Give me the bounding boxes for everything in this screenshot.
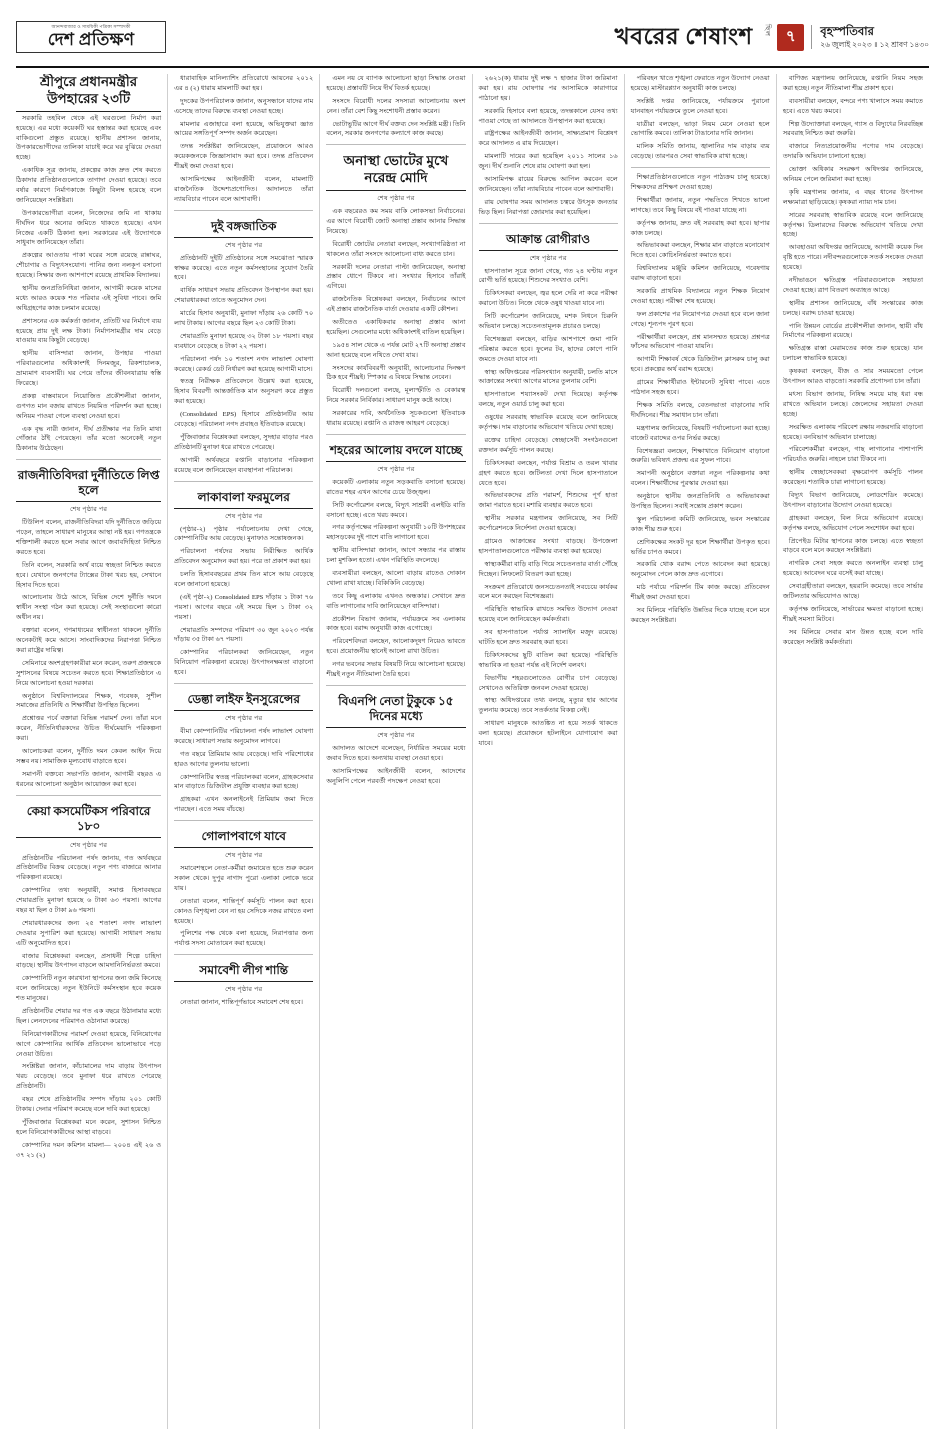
article-byline: শেষ পৃষ্ঠার পর xyxy=(69,841,108,849)
article-paragraph: স্বাস্থ্যকর্মীরা বাড়ি বাড়ি গিয়ে সচেতনতার বার্তা পৌঁছে দিচ্ছেন। লিফলেট বিতরণ করা হচ্ছে। xyxy=(478,560,618,578)
article-paragraph: ভোক্তা অধিকার সংরক্ষণ অধিদপ্তর জানিয়েছে, অনিয়ম পেলে জরিমানা করা হচ্ছে। xyxy=(782,166,923,184)
article-paragraph: মামলাটি দায়ের করা হয়েছিল ২০১১ সালের ১৬ জুন। দীর্ঘ শুনানি শেষে রায় ঘোষণা করা হল। xyxy=(478,153,618,171)
article-headline[interactable]: ডেল্তা লাইফ ইনসুরেন্সের xyxy=(174,692,313,711)
article-body xyxy=(631,74,770,162)
article-headline[interactable]: অনাস্থা ভোটের মুখে নরেন্দ্র মোদি xyxy=(326,153,465,191)
article-paragraph: অভিভাবকদের প্রতি পরামর্শ, শিশুদের পূর্ণ হাতা জামা পরাতে হবে। মশারি ব্যবহার করতে হবে। xyxy=(478,492,618,510)
article-paragraph: গ্রাহকরা বলছেন, বিল নিয়ে অভিযোগ রয়েছে। কর্তৃপক্ষ বলছে, অভিযোগ পেলে সংশোধন করা হবে। xyxy=(782,514,923,532)
article-paragraph: বিরোধী জোটের নেতারা বলছেন, সংখ্যাগরিষ্ঠতা না থাকলেও তাঁরা সংসদে আলোচনা বাধ্য করতে চান। xyxy=(326,240,466,258)
article-body xyxy=(174,998,313,1008)
article-divider xyxy=(326,685,465,686)
article-paragraph: মৎস্য বিভাগ জানায়, নিষিদ্ধ সময়ে মাছ ধরা বন্ধ রাখতে অভিযান চলছে। জেলেদের সহায়তা দেওয়া হচ্ছে। xyxy=(782,390,923,418)
article-paragraph: প্রতিষ্ঠানটি দুইটি প্রতিষ্ঠানের সঙ্গে সমঝোতা স্মারক স্বাক্ষর করেছে। এতে নতুন কর্মসংস্থানের সুযোগ তৈরি হবে। xyxy=(174,254,314,282)
article-byline: শেষ পৃষ্ঠার পর xyxy=(225,512,263,520)
article-paragraph: কোম্পানিটির স্বতন্ত্র পরিচালকরা বলেন, গ্রাহকসেবার মান বাড়াতে ডিজিটাল প্রযুক্তি ব্যবহার করা হচ্ছে। xyxy=(174,773,314,791)
article-divider xyxy=(16,459,161,460)
article-paragraph: নদীভাঙনে ক্ষতিগ্রস্ত পরিবারগুলোকে সহায়তা দেওয়া হচ্ছে। ত্রাণ বিতরণ অব্যাহত আছে। xyxy=(782,277,923,294)
article-paragraph: বক্তারা বলেন, গণমাধ্যমের স্বাধীনতা থাকলে দুর্নীতি অনেকটাই কমে আসে। সাংবাদিকদের নিরাপত্তা নিশ্চিত করা রাষ্ট্রের দায়িত্ব। xyxy=(16,627,162,654)
article-body xyxy=(326,207,465,429)
article-paragraph: নাগরিক সেবা সহজ করতে অনলাইন ব্যবস্থা চালু হয়েছে। আবেদন ঘরে বসেই করা যাচ্ছে। xyxy=(782,560,923,578)
article-paragraph: রক্তের চাহিদা বেড়েছে। স্বেচ্ছাসেবী সংগঠনগুলো রক্তদান কর্মসূচি পালন করছে। xyxy=(478,436,618,454)
article-paragraph: পরিচালনা পর্ষদ ১০ শতাংশ নগদ লাভাংশ ঘোষণা করেছে। রেকর্ড ডেট নির্ধারণ করা হয়েছে আগামী মাসে। xyxy=(174,355,314,373)
article-paragraph: গ্রাহকরা এখন অনলাইনেই প্রিমিয়াম জমা দিতে পারছেন। এতে সময় বাঁচছে। xyxy=(174,796,314,814)
article-paragraph: বিরোধী দলগুলো বলছে, মূল্যস্ফীতি ও বেকারত্ব নিয়ে সরকার নির্বিকার। সাধারণ মানুষ কষ্টে আছে। xyxy=(326,387,466,405)
article-paragraph: আবহাওয়া অধিদপ্তর জানিয়েছে, আগামী কয়েক দিন বৃষ্টি হতে পারে। নদীবন্দরগুলোকে সতর্ক সংকেত দেওয়া হয়েছে। xyxy=(782,244,923,272)
article-paragraph: ওষুধের সরবরাহ স্বাভাবিক রয়েছে বলে জানিয়েছে কর্তৃপক্ষ। দাম বাড়ানোর অভিযোগ খতিয়ে দেখা হচ্ছে। xyxy=(478,414,618,432)
article-paragraph: সমাপনী বক্তব্যে সভাপতি জানান, আগামী বছরও এ ধরনের আলোচনা অনুষ্ঠান আয়োজন করা হবে। xyxy=(16,770,162,788)
article-paragraph: ব্যবসায়ীরা বলছেন, আলো বাড়ায় রাতেও দোকান খোলা রাখা যাচ্ছে। বিকিকিনি বেড়েছে। xyxy=(326,570,466,587)
article-paragraph: নগর কর্তৃপক্ষের পরিকল্পনা অনুযায়ী ১০টি উপশহরের মহাসড়কের দুই পাশে বাতি লাগানো হবে। xyxy=(326,524,466,542)
article-byline: শেষ পৃষ্ঠার পর xyxy=(377,465,415,473)
article-divider xyxy=(631,167,770,168)
article-headline[interactable]: গোলাপবাগে যাবে xyxy=(174,829,313,848)
article-byline: শেষ পৃষ্ঠার পর xyxy=(225,986,263,994)
article-paragraph: স্বতন্ত্র নিরীক্ষক প্রতিবেদনে উল্লেখ করা হয়েছে, হিসাব বিবরণী আন্তর্জাতিক মান অনুসরণ করে প্রস্তুত করা হয়েছে। xyxy=(174,378,314,406)
article-paragraph: স্কুল পরিচালনা কমিটি জানিয়েছে, ভবন সংস্কারের কাজ শীঘ্র শুরু হবে। xyxy=(630,515,770,533)
article-divider xyxy=(174,210,313,211)
article-paragraph: চিকিৎসকরা বলছেন, পর্যাপ্ত বিশ্রাম ও তরল খাবার গ্রহণ করতে হবে। জটিলতা দেখা দিলে হাসপাতালে যেতে হবে। xyxy=(478,459,618,487)
article-paragraph: আগামী শিক্ষাবর্ষ থেকে ডিজিটাল ক্লাসরুম চালু করা হবে। প্রকল্পের অর্থ বরাদ্দ হয়েছে। xyxy=(630,356,770,374)
article-body xyxy=(479,74,618,218)
article-paragraph: সরকারি তহবিল থেকে এই ঘরগুলো নির্মাণ করা হয়েছে। এর মধ্যে কয়েকটি ঘর হস্তান্তর করা হয়েছে এবং বাকিগুলো প্রস্তুত রয়েছে। স্থানীয় প্রশাসন জানায়, উপকারভোগীদের তালিকা যাচাই করে ঘর বুঝিয়ে দেওয়া হচ্ছে। xyxy=(16,114,162,162)
page-label: ছিল xyxy=(763,23,772,36)
article-paragraph: আসামিপক্ষ রায়ের বিরুদ্ধে আপিল করবেন বলে জানিয়েছেন। তাঁরা ন্যায়বিচার পাবেন বলে আশাবাদী। xyxy=(478,176,618,193)
article-paragraph: সরকারি থোক বরাদ্দ পেতে আবেদন করা হয়েছে। অনুমোদন পেলে কাজ দ্রুত এগোবে। xyxy=(630,561,770,579)
article-divider xyxy=(16,795,161,796)
article-paragraph: প্রতিষ্ঠানটির শেয়ার দর গত এক বছরে উঠানামার মধ্যে ছিল। লেনদেনের পরিমাণও ওঠানামা করেছে। xyxy=(16,1007,162,1025)
article-body xyxy=(326,744,465,787)
article-columns xyxy=(16,74,929,1429)
article-paragraph: ভোটাভুটির আগে দীর্ঘ বক্তব্য দেন সংশ্লিষ্ট মন্ত্রী। তিনি বলেন, সরকার জনগণের কল্যাণে কাজ করছে। xyxy=(326,120,466,138)
article-headline[interactable]: সমাবেশী লীগ শান্তি xyxy=(174,963,313,982)
article-paragraph: শ্রেণিকক্ষের সংকট দূর হলে শিক্ষার্থীরা উপকৃত হবে। ভর্তির চাপও কমবে। xyxy=(630,538,770,556)
article-paragraph: শিল্প উদ্যোক্তারা বলছেন, গ্যাস ও বিদ্যুৎের নিরবচ্ছিন্ন সরবরাহ নিশ্চিত করা জরুরি। xyxy=(782,120,923,138)
article-paragraph: স্বাস্থ্য অধিদপ্তরের তথ্য বলছে, মৃত্যুর হার আগের তুলনায় কমেছে। তবে সতর্কতার বিকল্প নেই। xyxy=(478,697,618,715)
article-paragraph: বিভাগীয় শহরগুলোতেও রোগীর চাপ বেড়েছে। সেখানেও অতিরিক্ত জনবল দেওয়া হয়েছে। xyxy=(478,674,618,692)
column-2 xyxy=(168,74,320,1429)
article-byline: শেষ পৃষ্ঠার পর xyxy=(225,241,263,249)
article-headline[interactable]: লাকাবালা ফরমুলের xyxy=(174,490,313,509)
article-paragraph: প্রকৌশল বিভাগ জানায়, পর্যায়ক্রমে সব এলাকায় কাজ হবে। বরাদ্দ অনুযায়ী কাজ এগোচ্ছে। xyxy=(326,615,466,633)
article-body xyxy=(326,478,465,680)
article-body xyxy=(16,518,161,789)
article-paragraph: (পৃষ্ঠার-২) পৃষ্ঠার পর্যালোচনায় দেখা গেছে, কোম্পানিটির আয় বেড়েছে। মুনাফাও সন্তোষজনক। xyxy=(174,525,314,543)
article-paragraph: কর্তৃপক্ষ জানায়, দ্রুত বই সরবরাহ করা হবে। ছাপার কাজ চলছে। xyxy=(630,219,770,237)
article-headline[interactable]: আক্রান্ত রোগীরাও xyxy=(479,232,618,251)
article-paragraph: সারের সরবরাহ স্বাভাবিক রয়েছে বলে জানিয়েছে কর্তৃপক্ষ। ডিলারদের বিরুদ্ধে অভিযোগ খতিয়ে দেখা হচ্ছে। xyxy=(782,211,923,239)
article-paragraph: মন্ত্রণালয় জানিয়েছে, বিষয়টি পর্যালোচনা করা হচ্ছে। বাজেট বরাদ্দের ওপর নির্ভর করছে। xyxy=(630,424,770,442)
article-paragraph: একাধিক সূত্র জানায়, প্রকল্পের কাজ দ্রুত শেষ করতে ঠিকাদার প্রতিষ্ঠানগুলোকে তাগাদা দেওয়া হয়েছে। তবে বর্ষার কারণে নির্মাণকাজে কিছুটা বিলম্ব হয়েছে বলে জানিয়েছেন সংশ্লিষ্টরা। xyxy=(16,167,162,204)
article-paragraph: ২৬২১(ক) ধারায় দুই লক্ষ ৭ হাজার টাকা জরিমানা করা হয়। রায় ঘোষণার পর আসামিকে কারাগারে পাঠানো হয়। xyxy=(478,75,618,102)
article-body xyxy=(174,525,313,678)
article-headline[interactable]: কেয়া কসমেটিকস পরিবারে ১৮০ xyxy=(16,804,161,838)
article-paragraph: সংশ্লিষ্টরা জানান, কাঁচামালের দাম বাড়ায় উৎপাদন খরচ বেড়েছে। তবে মুনাফা ধরে রাখতে পেরেছে প্রতিষ্ঠানটি। xyxy=(16,1063,162,1091)
article-paragraph: কোম্পানিটি নতুন কারখানা স্থাপনের জন্য জমি কিনেছে বলে জানিয়েছে। নতুন ইউনিটে কর্মসংস্থান হবে কয়েক শত মানুষের। xyxy=(16,975,162,1003)
masthead-right xyxy=(763,24,929,51)
article-paragraph: সংসদের কার্যবিবরণী অনুযায়ী, আলোচনার দিনক্ষণ ঠিক হবে শীঘ্রই। স্পিকার এ বিষয়ে সিদ্ধান্ত নেবেন। xyxy=(326,364,466,382)
article-paragraph: শেয়ারপ্রতি মুনাফা হয়েছে ৩২ টাকা ১৮ পয়সা। বছর ব্যবধানে বেড়েছে ৪ টাকা ২২ পয়সা। xyxy=(174,332,314,350)
article-paragraph: বিনিয়োগকারীদের পরামর্শ দেওয়া হয়েছে, বিনিয়োগের আগে কোম্পানির আর্থিক প্রতিবেদন ভালোভাবে পড়ে নেওয়া উচিত। xyxy=(16,1030,162,1058)
article-paragraph: এমন নয় যে ব্যাপক আলোচনা ছাড়া সিদ্ধান্ত নেওয়া হয়েছে। প্রস্তাবটি নিয়ে দীর্ঘ বিতর্ক হয়েছে। xyxy=(326,75,466,92)
article-byline: শেষ পৃষ্ঠার পর xyxy=(377,195,415,203)
article-paragraph: হাসপাতালে শয্যাসংকট দেখা দিয়েছে। কর্তৃপক্ষ বলছে, নতুন ওয়ার্ড চালু করা হবে। xyxy=(478,391,618,409)
article-paragraph: ফল প্রকাশের পর নিয়োগপত্র দেওয়া হবে বলে জানা গেছে। শূন্যপদ পূরণ হবে। xyxy=(630,310,770,328)
article-body xyxy=(174,74,313,205)
article-paragraph: রায় ঘোষণার সময় আদালত চত্বরে উৎসুক জনতার ভিড় ছিল। নিরাপত্তা জোরদার করা হয়েছিল। xyxy=(478,198,618,216)
article-paragraph: পরীক্ষার্থীরা বলছেন, প্রশ্ন মানসম্মত হয়েছে। প্রশ্নপত্র ফাঁসের অভিযোগ পাওয়া যায়নি। xyxy=(630,333,770,351)
article-paragraph: রাষ্ট্রপক্ষের আইনজীবী জানান, সাক্ষ্যপ্রমাণ বিশ্লেষণ করে আদালত এ রায় দিয়েছেন। xyxy=(478,130,618,148)
article-paragraph: কৃষি মন্ত্রণালয় জানায়, এ বছর ধানের উৎপাদন লক্ষ্যমাত্রা ছাড়িয়েছে। কৃষকরা ন্যায়্য দাম চান। xyxy=(782,188,923,206)
article-paragraph: শিক্ষক সমিতি বলছে, বেতনভাতা বাড়ানোর দাবি দীর্ঘদিনের। শীঘ্র সমাধান চান তাঁরা। xyxy=(630,401,770,419)
article-paragraph: গ্রামের শিক্ষার্থীরাও ইন্টারনেট সুবিধা পাবে। এতে পাঠদান সহজ হবে। xyxy=(630,379,770,397)
article-paragraph: টিউলিপ বলেন, রাজনীতিবিদরা যদি দুর্নীতিতে জড়িয়ে পড়েন, তাহলে সাধারণ মানুষের আস্থা নষ্ট হয়। গণতন্ত্রকে শক্তিশালী করতে হলে সবার আগে জবাবদিহিতা নিশ্চিত করতে হবে। xyxy=(16,519,162,556)
article-paragraph: সরকারি প্রাথমিক বিদ্যালয়ে নতুন শিক্ষক নিয়োগ দেওয়া হচ্ছে। পরীক্ষা শেষ হয়েছে। xyxy=(630,288,770,305)
article-paragraph: আগামী অর্থবছরে রপ্তানি বাড়ানোর পরিকল্পনা রয়েছে বলে জানিয়েছেন ব্যবস্থাপনা পরিচালক। xyxy=(174,456,314,474)
article-body xyxy=(631,173,770,626)
article-paragraph: অনুষ্ঠানে বিশ্ববিদ্যালয়ের শিক্ষক, গবেষক, সুশীল সমাজের প্রতিনিধি ও শিক্ষার্থীরা উপস্থিত ছিলেন। xyxy=(16,692,162,710)
article-divider xyxy=(174,683,313,684)
page-number-badge: ৭ xyxy=(777,24,804,51)
article-paragraph: কোম্পানির দমন কমিশন মামলা— ২০০৪ এই ২৬ ও ৩৭ ২১ (২) xyxy=(16,1141,162,1159)
full-date-label: ২৬ জুলাই ২০২৩ ॥ ১২ শ্রাবণ ১৪৩০ xyxy=(820,39,929,49)
article-paragraph: বাজারে নিত্যপ্রয়োজনীয় পণ্যের দাম বেড়েছে। তদারকি অভিযান চালানো হচ্ছে। xyxy=(782,143,923,161)
article-paragraph: বিদ্যুৎ বিভাগ জানিয়েছে, লোডশেডিং কমেছে। উৎপাদন বাড়ানোর উদ্যোগ নেওয়া হয়েছে। xyxy=(782,491,923,509)
article-paragraph: বিশেষজ্ঞরা বলছেন, শিক্ষাখাতে বিনিয়োগ বাড়ানো জরুরি। ভবিষ্যৎ প্রজন্ম এর সুফল পাবে। xyxy=(630,447,770,465)
logo-subtitle: আনন্দবাজার ও সাময়িকী পত্রিকা সম্পাদকী xyxy=(51,23,131,29)
article-paragraph: রাজনৈতিক বিশ্লেষকরা বলছেন, নির্বাচনের আগে এই প্রস্তাব রাজনৈতিক বার্তা দেওয়ার একটি কৌশল। xyxy=(326,296,466,314)
article-paragraph: সরকারী দলের নেতারা পাল্টা জানিয়েছেন, অনাস্থা প্রস্তাব ধোপে টিকবে না। সংখ্যার হিসাবে তাঁরাই এগিয়ে। xyxy=(326,263,466,291)
article-divider xyxy=(174,481,313,482)
article-paragraph: স্বাস্থ্য অধিদপ্তরের পরিসংখ্যান অনুযায়ী, চলতি মাসে আক্রান্তের সংখ্যা আগের মাসের তুলনায় বেশি। xyxy=(478,368,618,386)
article-divider xyxy=(174,954,313,955)
article-paragraph: সংরক্ষিত এলাকায় পরিবেশ রক্ষায় নজরদারি বাড়ানো হয়েছে। বনবিভাগ অভিযান চালাচ্ছে। xyxy=(782,423,923,441)
article-headline[interactable]: রাজনীতিবিদরা দুর্নীতিতে লিপ্ত হলে xyxy=(16,468,161,502)
article-paragraph: তদন্ত সংশ্লিষ্টরা জানিয়েছেন, প্রয়োজনে আরও কয়েকজনকে জিজ্ঞাসাবাদ করা হবে। তদন্ত প্রতিবেদন শীঘ্রই জমা দেওয়া হবে। xyxy=(174,143,314,171)
article-paragraph: ধারাবাহিক মানিল্যাশিং প্রতিরোধে আয়নের ২০১২ এর ৪ (২) ধারায় মামলাটি করা হয়। xyxy=(174,75,314,92)
article-byline: শেষ পৃষ্ঠার পর xyxy=(529,254,567,262)
article-paragraph: কয়েকটি এলাকায় নতুন সড়কবাতি বসানো হয়েছে। রাতের শহর এখন আগের চেয়ে উজ্জ্বল। xyxy=(326,478,466,496)
article-paragraph: বিশ্ববিদ্যালয় মঞ্জুরি কমিশন জানিয়েছে, গবেষণায় বরাদ্দ বাড়ানো হবে। xyxy=(630,265,770,283)
article-paragraph: যাত্রীরা বলছেন, ভাড়া নিয়ম মেনে নেওয়া হলে ভোগান্তি কমবে। তালিকা টাঙানোর দাবি জানান। xyxy=(630,120,770,138)
article-paragraph: সমাবেশস্থলে নেতা-কর্মীরা জমায়েত হতে শুরু করেন সকাল থেকে। দুপুর নাগাদ পুরো এলাকা লোকে ভরে যায়। xyxy=(174,865,314,892)
article-paragraph: সেবাগ্রহীতারা বলছেন, হয়রানি কমেছে। তবে সার্ভার জটিলতার অভিযোগও আছে। xyxy=(782,583,923,600)
article-paragraph: গত বছরে প্রিমিয়াম আয় বেড়েছে। দাবি পরিশোধের হারও আগের তুলনায় ভালো। xyxy=(174,750,314,768)
article-paragraph: পরিচালনা পর্ষদের সভায় নিরীক্ষিত আর্থিক প্রতিবেদন অনুমোদন করা হয়। পরে তা প্রকাশ করা হয়। xyxy=(174,548,314,566)
article-paragraph: আদালত আদেশে বলেছেন, নির্ধারিত সময়ের মধ্যে জবাব দিতে হবে। অন্যথায় ব্যবস্থা নেওয়া হবে। xyxy=(326,744,466,762)
article-paragraph: (Consolidated EPS) হিসাবে প্রতিষ্ঠানটির আয় বেড়েছে। পরিচালনা নগদ প্রবাহও ইতিবাচক রয়েছে। xyxy=(174,411,314,429)
article-paragraph: সংশ্লিষ্ট দপ্তর জানিয়েছে, পর্যায়ক্রমে পুরানো যানবাহন পর্যায়ক্রমে তুলে নেওয়া হবে। xyxy=(630,97,770,115)
article-body xyxy=(174,254,313,476)
article-paragraph: স্থানীয় স্বেচ্ছাসেবকরা বৃক্ষরোপণ কর্মসূচি পালন করেছেন। শতাধিক চারা লাগানো হয়েছে। xyxy=(782,469,923,487)
article-paragraph: প্রতিষ্ঠানটির পরিচালনা পর্ষদ জানায়, গত অর্থবছরে প্রতিষ্ঠানটির বিক্রয় বেড়েছে। নতুন পণ্য বাজারে আনার পরিকল্পনা রয়েছে। xyxy=(16,854,162,882)
article-paragraph: পরিবেশবিদরা বলছেন, আলোকদূষণ নিয়েও ভাবতে হবে। প্রয়োজনীয় স্থানেই আলো রাখা উচিত। xyxy=(326,638,466,656)
article-paragraph: পানি উন্নয়ন বোর্ডের প্রকৌশলীরা জানান, স্থায়ী বাঁধ নির্মাণের পরিকল্পনা রয়েছে। xyxy=(782,322,923,340)
article-paragraph: পরিবেশকর্মীরা বলছেন, গাছ লাগানোর পাশাপাশি পরিচর্যাও জরুরি। নাহলে চারা টিকবে না। xyxy=(782,446,923,464)
date-block xyxy=(811,25,929,49)
masthead-center xyxy=(166,18,763,57)
article-paragraph: অভিভাবকরা বলছেন, শিক্ষার মান বাড়াতে মনোযোগ দিতে হবে। কোচিংনির্ভরতা কমাতে হবে। xyxy=(630,242,770,260)
article-paragraph: এক বৃদ্ধ নারী জানান, দীর্ঘ প্রতীক্ষার পর তিনি মাথা গোঁজার ঠাঁই পেয়েছেন। তাঁর মতো অনেকেই নতুন ঠিকানায় উঠেছেন। xyxy=(16,425,162,453)
column-3 xyxy=(320,74,472,1429)
article-paragraph: সরকারের দাবি, অর্থনৈতিক সূচকগুলো ইতিবাচক ধারায় রয়েছে। রপ্তানি ও রাজস্ব আহরণ বেড়েছে। xyxy=(326,410,466,428)
article-paragraph: তবে কিছু এলাকায় এখনও অন্ধকার। সেখানে দ্রুত বাতি লাগানোর দাবি জানিয়েছেন বাসিন্দারা। xyxy=(326,592,466,610)
column-5 xyxy=(625,74,777,1429)
article-paragraph: তিনি বলেন, সরকারি অর্থ ব্যয়ে স্বচ্ছতা নিশ্চিত করতে হবে। যেখানে জনগণের ট্যাক্সের টাকা খরচ হয়, সেখানে হিসাব দিতে হবে। xyxy=(16,561,162,589)
article-divider xyxy=(326,144,465,145)
article-paragraph: প্রকল্প বাস্তবায়নে নিয়োজিত প্রকৌশলীরা জানান, গুণগত মান বজায় রাখতে নিয়মিত পরিদর্শন করা হচ্ছে। অনিয়ম পাওয়া গেলে ব্যবস্থা নেওয়া হবে। xyxy=(16,392,162,420)
article-paragraph: সাধারণ মানুষকে আতঙ্কিত না হয়ে সতর্ক থাকতে বলা হয়েছে। প্রয়োজনে হটলাইনে যোগাযোগ করা যাবে। xyxy=(478,720,618,747)
article-headline[interactable]: বিএনপি নেতা টুকুকে ১৫ দিনের মধ্যে xyxy=(326,694,465,728)
logo-title: দেশ প্রতিক্ষণ xyxy=(47,30,135,50)
article-body xyxy=(479,267,618,749)
article-headline[interactable]: শহরের আলোয় বদলে যাচ্ছে xyxy=(326,443,465,462)
column-4 xyxy=(473,74,625,1429)
article-divider xyxy=(326,434,465,435)
article-paragraph: সংসদে বিরোধী দলের সদস্যরা আলোচনায় অংশ নেন। তাঁরা বেশ কিছু সংশোধনী প্রস্তাব করেন। xyxy=(326,97,466,115)
article-body xyxy=(326,74,465,139)
article-paragraph: সমাপনী অনুষ্ঠানে বক্তারা নতুন পরিকল্পনার কথা বলেন। শিক্ষার্থীদের পুরস্কার দেওয়া হয়। xyxy=(630,470,770,488)
article-paragraph: কোম্পানির পরিচালকরা জানিয়েছেন, নতুন বিনিয়োগ পরিকল্পনা রয়েছে। উৎপাদনক্ষমতা বাড়ানো হবে। xyxy=(174,649,314,677)
article-byline: শেষ পৃষ্ঠার পর xyxy=(377,731,415,739)
article-paragraph: শেয়ারপ্রতি সম্পদের পরিমাণ ৩০ জুন ২০২৩ পর্যন্ত দাঁড়ায় ৩৫ টাকা ৬৭ পয়সা। xyxy=(174,626,314,644)
article-paragraph: হাসপাতাল সূত্রে জানা গেছে, গত ২৪ ঘণ্টায় নতুন রোগী ভর্তি হয়েছে। শিশুদের সংখ্যাও বেশি। xyxy=(478,267,618,285)
article-byline: শেষ পৃষ্ঠার পর xyxy=(225,714,263,722)
article-paragraph: সব মিলিয়ে পরিস্থিতি উন্নতির দিকে যাচ্ছে বলে মনে করছেন সংশ্লিষ্টরা। xyxy=(630,606,770,624)
article-paragraph: মালিক সমিতি জানায়, জ্বালানির দাম বাড়ায় ব্যয় বেড়েছে। তারপরও সেবা স্বাভাবিক রাখা হচ্ছে। xyxy=(630,143,770,161)
article-byline: শেষ পৃষ্ঠার পর xyxy=(225,852,263,860)
article-paragraph: চিকিৎসকরা বলছেন, জ্বর হলে দেরি না করে পরীক্ষা করানো উচিত। নিজে থেকে ওষুধ খাওয়া যাবে না। xyxy=(478,290,618,308)
article-paragraph: পরিস্থিতি স্বাভাবিক রাখতে সমন্বিত উদ্যোগ নেওয়া হয়েছে বলে জানিয়েছেন কর্মকর্তারা। xyxy=(478,606,618,624)
article-divider xyxy=(479,223,618,224)
article-paragraph: পুঁজিবাজার বিশ্লেষকরা বলছেন, সুদহার বাড়ার পরও প্রতিষ্ঠানটি মুনাফা ধরে রাখতে পেরেছে। xyxy=(174,433,314,451)
article-paragraph: নেতারা বলেন, শান্তিপূর্ণ কর্মসূচি পালন করা হবে। কোনও বিশৃঙ্খলা যেন না হয় সেদিকে নজর রাখতে বলা হয়েছে। xyxy=(174,897,314,925)
article-paragraph: স্থানীয় বাসিন্দারা জানান, উপহার পাওয়া পরিবারগুলোর অধিকাংশই দিনমজুর, রিকশাচালক, ভ্রাম্যমাণ ব্যবসায়ী। ঘর পেয়ে তাঁদের জীবনযাত্রায় স্বস্তি ফিরেছে। xyxy=(16,350,162,388)
masthead xyxy=(16,14,929,68)
article-body xyxy=(174,864,313,949)
article-paragraph: প্রশাসনের এক কর্মকর্তা জানান, প্রতিটি ঘর নির্মাণে ব্যয় হয়েছে প্রায় দুই লক্ষ টাকা। নির্মাণসামগ্রীর দাম বেড়ে যাওয়ায় ব্যয় কিছুটা বেড়েছে। xyxy=(16,317,162,345)
article-paragraph: নেতারা জানান, শান্তিপূর্ণভাবে সমাবেশ শেষ হবে। xyxy=(180,999,304,1007)
article-paragraph: চিকিৎসকদের ছুটি বাতিল করা হয়েছে। পরিস্থিতি স্বাভাবিক না হওয়া পর্যন্ত এই নির্দেশ বলবৎ। xyxy=(478,651,618,669)
article-paragraph: বছর শেষে প্রতিষ্ঠানটির সম্পদ দাঁড়ায় ২০১ কোটি টাকায়। দেনার পরিমাণ কমেছে বলে দাবি করা হয়েছে। xyxy=(16,1096,162,1113)
article-body xyxy=(16,114,161,455)
article-paragraph: মামলার এজাহারে বলা হয়েছে, অভিযুক্তরা জ্ঞাত আয়ের সঙ্গতিপূর্ণ সম্পদ অর্জন করেছেন। xyxy=(174,120,314,138)
article-paragraph: ব্যবসায়ীরা বলছেন, বন্দরে পণ্য খালাসে সময় কমাতে হবে। এতে খরচ কমবে। xyxy=(782,97,923,115)
article-body xyxy=(783,74,923,647)
article-paragraph: আলোচকরা বলেন, দুর্নীতি দমন কেবল আইন দিয়ে সম্ভব নয়। সামাজিক মূল্যবোধ বাড়াতে হবে। xyxy=(16,747,162,765)
article-paragraph: পুলিশের পক্ষ থেকে বলা হয়েছে, নিরাপত্তার জন্য পর্যাপ্ত সদস্য মোতায়েন করা হয়েছে। xyxy=(174,930,314,948)
article-paragraph: পরিবহন খাতে শৃঙ্খলা ফেরাতে নতুন উদ্যোগ নেওয়া হয়েছে। মাস্টারপ্ল্যান অনুযায়ী কাজ চলছে। xyxy=(630,75,770,92)
article-paragraph: সিটি কর্পোরেশন বলছে, বিদ্যুৎ সাশ্রয়ী এলইডি বাতি বসানো হচ্ছে। এতে খরচ কমবে। xyxy=(326,501,466,519)
article-paragraph: আসামিপক্ষের আইনজীবী বলেন, মামলাটি রাজনৈতিক উদ্দেশ্যপ্রণোদিত। আদালতে তাঁরা ন্যায়বিচার পাবেন বলে আশাবাদী। xyxy=(174,176,314,203)
article-paragraph: অনুষ্ঠানে স্থানীয় জনপ্রতিনিধি ও অভিভাবকরা উপস্থিত ছিলেন। সবাই সন্তোষ প্রকাশ করেন। xyxy=(630,493,770,510)
article-body xyxy=(16,854,161,1161)
article-paragraph: বার্ষিক সাধারণ সভায় প্রতিবেদন উপস্থাপন করা হয়। শেয়ারধারকরা তাতে অনুমোদন দেন। xyxy=(174,287,314,305)
article-paragraph: সব মিলিয়ে সেবার মান উন্নত হচ্ছে বলে দাবি করেছেন সংশ্লিষ্ট কর্মকর্তারা। xyxy=(782,628,923,646)
article-paragraph: প্রশ্নোত্তর পর্বে বক্তারা বিভিন্ন পরামর্শ দেন। তাঁরা মনে করেন, নীতিনির্ধারকদের উচিত দীর্ঘমেয়াদি পরিকল্পনা করা। xyxy=(16,715,162,743)
article-paragraph: অতীতেও একাধিকবার অনাস্থা প্রস্তাব আনা হয়েছিল। সেগুলোর মধ্যে অধিকাংশই বাতিল হয়েছিল। xyxy=(326,319,466,336)
article-body xyxy=(174,727,313,815)
article-paragraph: বিশেষজ্ঞরা বলছেন, বাড়ির আশপাশে জমা পানি পরিষ্কার করতে হবে। ফুলের টব, ছাদের কোণে পানি জমতে দেওয়া যাবে না। xyxy=(478,335,618,363)
newspaper-logo[interactable] xyxy=(16,21,166,54)
article-paragraph: সংক্রমণ প্রতিরোধে জনসচেতনতাই সবচেয়ে কার্যকর বলে মনে করছেন বিশেষজ্ঞরা। xyxy=(478,583,618,601)
article-headline[interactable]: শ্রীপুরে প্রধানমন্ত্রীর উপহারের ২৩টি xyxy=(16,74,161,112)
column-1 xyxy=(16,74,168,1429)
article-paragraph: সেমিনারে অংশগ্রহণকারীরা মনে করেন, তরুণ প্রজন্মকে সুশাসনের বিষয়ে সচেতন করতে হবে। শিক্ষাপ্রতিষ্ঠানে এ নিয়ে আলোচনা হওয়া দরকার। xyxy=(16,659,162,687)
article-paragraph: স্থানীয় বাসিন্দারা জানান, আগে সন্ধ্যার পর রাস্তায় চলা মুশকিল হতো। এখন পরিস্থিতি বদলেছে। xyxy=(326,547,466,565)
article-paragraph: সরকারি হিসাবে বলা হয়েছে, তদন্তকালে যেসব তথ্য পাওয়া গেছে তা আদালতে উপস্থাপন করা হয়েছে। xyxy=(478,107,618,125)
article-paragraph: স্থানীয় জনপ্রতিনিধিরা জানান, আগামী কয়েক মাসের মধ্যে আরও কয়েক শত পরিবার এই সুবিধা পাবে। জমি অধিগ্রহণের কাজ চলমান রয়েছে। xyxy=(16,285,162,312)
article-paragraph: বাজার বিশ্লেষকরা বলছেন, প্রসাধনী শিল্পে চাহিদা বাড়ছে। স্থানীয় উৎপাদন বাড়লে আমদানিনির্ভরতা কমবে। xyxy=(16,952,162,970)
article-paragraph: কৃষকরা বলছেন, বীজ ও সার সময়মতো পেলে উৎপাদন আরও বাড়তো। সরকারি প্রণোদনা চান তাঁরা। xyxy=(782,368,923,386)
article-paragraph: আলোচনায় উঠে আসে, বিভিন্ন দেশে দুর্নীতি দমনে স্বাধীন সংস্থা গঠন করা হয়েছে। সেই সংস্থাগুলো কারো অধীন নয়। xyxy=(16,594,162,622)
article-paragraph: মার্চের হিসাব অনুযায়ী, মুনাফা দাঁড়ায় ২৬ কোটি ৭০ লাখ টাকায়। আগের বছরে ছিল ২৩ কোটি টাকা। xyxy=(174,310,314,328)
article-paragraph: আসামিপক্ষের আইনজীবী বলেন, আদেশের অনুলিপি পেলে পরবর্তী পদক্ষেপ নেওয়া হবে। xyxy=(326,767,466,785)
article-headline[interactable]: দুই বঙ্গজাতিক xyxy=(174,219,313,238)
article-paragraph: সিটি কর্পোরেশন জানিয়েছে, মশক নিধনে চিরুনি অভিযান চলছে। সচেতনতামূলক প্রচারও চলছে। xyxy=(478,313,618,331)
article-paragraph: স্থানীয় সরকার মন্ত্রণালয় জানিয়েছে, সব সিটি কর্পোরেশনকে নির্দেশনা দেওয়া হয়েছে। xyxy=(478,515,618,533)
section-title: খবরের শেষাংশ xyxy=(614,23,753,49)
article-paragraph: কোম্পানির তথ্য অনুযায়ী, সমাপ্ত হিসাববছরে শেয়ারপ্রতি মুনাফা হয়েছে ৬ টাকা ৬৩ পয়সা। আগের বছর যা ছিল ৫ টাকা ৯৬ পয়সা। xyxy=(16,887,162,914)
weekday-label: বৃহস্পতিবার xyxy=(820,26,874,39)
article-paragraph: প্রিপেইড মিটার স্থাপনের কাজ চলছে। এতে স্বচ্ছতা বাড়বে বলে মনে করছেন সংশ্লিষ্টরা। xyxy=(782,537,923,555)
article-paragraph: স্থানীয় প্রশাসন জানিয়েছে, বাঁধ সংস্কারের কাজ চলছে। বরাদ্দ চাওয়া হয়েছে। xyxy=(782,299,923,317)
article-paragraph: শিক্ষাপ্রতিষ্ঠানগুলোতে নতুন পাঠ্যক্রম চালু হয়েছে। শিক্ষকদের প্রশিক্ষণ দেওয়া হচ্ছে। xyxy=(630,174,770,192)
article-paragraph: প্রকল্পের আওতায় পাকা ঘরের সঙ্গে রয়েছে রান্নাঘর, শৌচাগার ও বিদ্যুৎসংযোগ। পানির জন্য নলকূপ বসানো হয়েছে। সিক্ষার জন্য আশপাশে রয়েছে প্রাথমিক বিদ্যালয়। xyxy=(16,252,162,280)
article-paragraph: বাণিজ্য মন্ত্রণালয় জানিয়েছে, রপ্তানি নিয়ম সহজ করা হচ্ছে। নতুন নীতিমালা শীঘ্র প্রকাশ হবে। xyxy=(782,75,923,92)
article-paragraph: কর্তৃপক্ষ জানিয়েছে, সার্ভারের ক্ষমতা বাড়ানো হচ্ছে। শীঘ্রই সমস্যা মিটবে। xyxy=(782,605,923,623)
article-paragraph: দুদকের উপপরিচালক জানান, অনুসন্ধানে যাদের নাম এসেছে তাদের বিরুদ্ধে ব্যবস্থা নেওয়া হচ্ছে। xyxy=(174,97,314,115)
article-paragraph: বীমা কোম্পানিটির পরিচালনা পর্ষদ লাভাংশ ঘোষণা করেছে। সাধারণ সভায় অনুমোদন লাগবে। xyxy=(174,727,314,745)
article-paragraph: শেয়ারধারকদের জন্য ২৫ শতাংশ নগদ লাভাংশ দেওয়ার সুপারিশ করা হয়েছে। আগামী সাধারণ সভায় এটি অনুমোদিত হবে। xyxy=(16,919,162,947)
article-paragraph: ক্ষতিগ্রস্ত রাস্তা মেরামতের কাজ শুরু হয়েছে। যান চলাচল স্বাভাবিক হয়েছে। xyxy=(782,345,923,363)
article-paragraph: মাঠ পর্যায়ে পরিদর্শন টিম কাজ করছে। প্রতিবেদন শীঘ্রই জমা দেওয়া হবে। xyxy=(630,584,770,602)
column-6 xyxy=(777,74,929,1429)
article-byline: শেষ পৃষ্ঠার পর xyxy=(69,506,108,514)
article-divider xyxy=(174,820,313,821)
article-paragraph: শিক্ষার্থীরা জানায়, নতুন পদ্ধতিতে শিখতে ভালো লাগছে। তবে কিছু বিষয়ে বই পাওয়া যাচ্ছে না। xyxy=(630,196,770,214)
article-paragraph: পুঁজিবাজার বিশ্লেষকরা মনে করেন, সুশাসন নিশ্চিত হলে বিনিয়োগকারীদের আস্থা বাড়বে। xyxy=(16,1118,162,1136)
article-paragraph: (এই পৃষ্ঠা-২) Consolidated EPS দাঁড়ায় ১ টাকা ৭৬ পয়সা। আগের বছরে এই সময়ে ছিল ১ টাকা ৩২ পয়সা। xyxy=(174,593,314,621)
article-paragraph: চলতি হিসাববছরের প্রথম তিন মাসে আয় বেড়েছে বলে জানানো হয়েছে। xyxy=(174,571,314,588)
article-paragraph: ১৯৫৪ সাল থেকে এ পর্যন্ত মোট ২৭টি অনাস্থা প্রস্তাব আনা হয়েছে বলে নথিতে দেখা যায়। xyxy=(326,341,466,359)
article-paragraph: গ্রামেও আক্রান্তের সংখ্যা বাড়ছে। উপজেলা হাসপাতালগুলোতে পরীক্ষার ব্যবস্থা করা হয়েছে। xyxy=(478,537,618,555)
article-paragraph: উপকারভোগীরা বলেন, নিজেদের জমি না থাকায় দীর্ঘদিন ধরে অন্যের জমিতে থাকতে হয়েছে। এখন নিজের একটি ঠিকানা হল। সরকারের এই উদ্যোগকে সাধুবাদ জানিয়েছেন তাঁরা। xyxy=(16,209,162,247)
article-paragraph: সব হাসপাতালে পর্যাপ্ত স্যালাইন মজুদ রয়েছে। ঘাটতি হলে দ্রুত সরবরাহ করা হবে। xyxy=(478,629,618,646)
article-paragraph: এক বছরেরও কম সময় বাকি লোকসভা নির্বাচনের। এর আগে বিরোধী জোট অনাস্থা প্রস্তাব আনার সিদ্ধান্ত নিয়েছে। xyxy=(326,208,466,235)
article-paragraph: নগর ভবনের সভায় বিষয়টি নিয়ে আলোচনা হয়েছে। শীঘ্রই নতুন নীতিমালা তৈরি হবে। xyxy=(326,661,466,679)
